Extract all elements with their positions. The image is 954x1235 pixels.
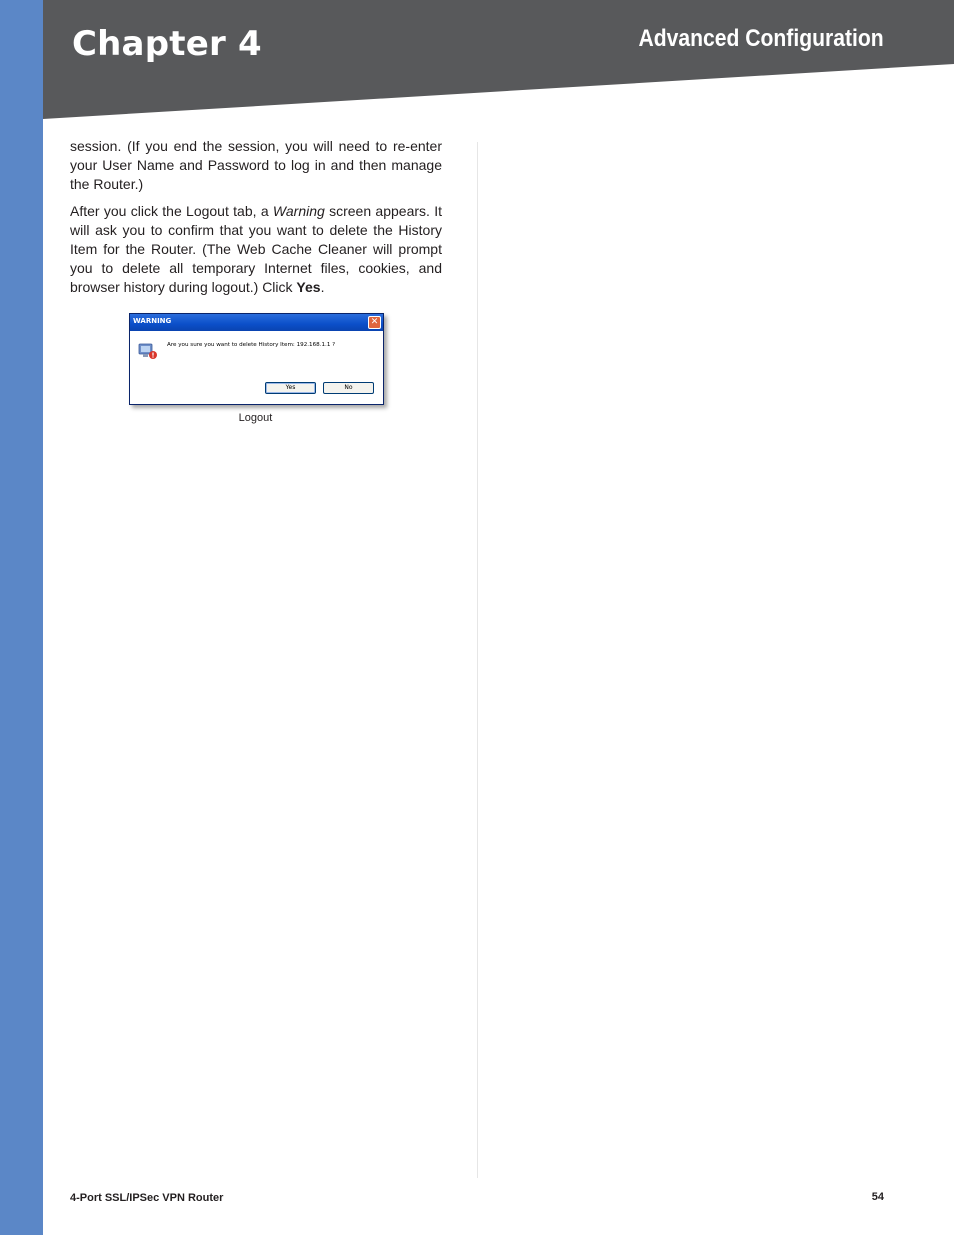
page-number: 54 (871, 1191, 884, 1203)
side-bar (0, 0, 43, 1235)
dialog-titlebar (130, 314, 383, 331)
section-title: Advanced Configuration (638, 25, 884, 52)
paragraph-logout-text-1: After you click the Logout tab, a (70, 203, 273, 219)
paragraph-logout-text-3: . (320, 279, 325, 295)
footer-product: 4-Port SSL/IPSec VPN Router (70, 1192, 224, 1204)
yes-button[interactable]: Yes (265, 382, 316, 394)
paragraph-logout-bold: Yes (296, 279, 321, 295)
column-divider (477, 142, 478, 1178)
dialog-message: Are you sure you want to delete History Item: 192.168.1.1 ? (167, 342, 336, 348)
body-column (70, 137, 442, 305)
close-icon[interactable]: ✕ (368, 316, 381, 329)
paragraph-session: session. (If you end the session, you will need to re-enter your User Name and Password to log in and then manage the Router.) (70, 138, 442, 192)
computer-warning-icon (138, 341, 158, 361)
chapter-title: Chapter 4 (72, 24, 262, 64)
paragraph-logout-italic: Warning (272, 203, 325, 219)
no-button[interactable]: No (323, 382, 374, 394)
warning-dialog (129, 313, 384, 405)
dialog-title: WARNING (133, 317, 172, 325)
dialog-body (130, 331, 383, 404)
paragraph-logout (70, 202, 442, 297)
figure-caption: Logout (238, 412, 273, 424)
paragraph-logout-text-2: screen appears. It will ask you to confirm that you want to delete the History Item for the Router. (The Web Cache Cleaner will prompt you to delete all temporary Internet files, cookies, and browser history during logout.) Click (70, 203, 442, 295)
